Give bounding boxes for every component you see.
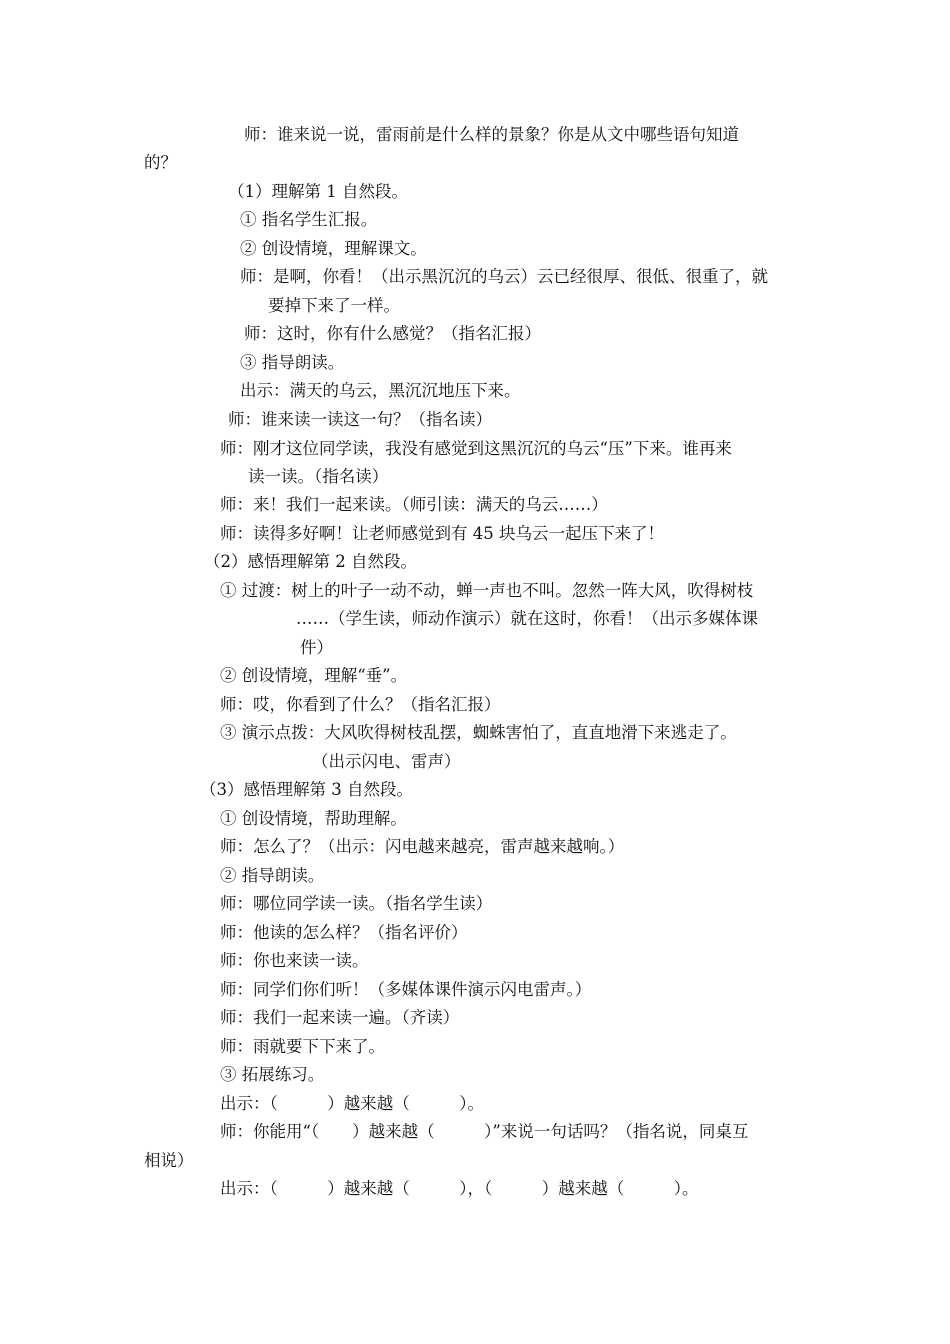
text-line: 师：雨就要下下来了。 bbox=[220, 1037, 385, 1056]
text-line: （1）理解第 1 自然段。 bbox=[228, 182, 408, 201]
text-line: ③ 演示点拨：大风吹得树枝乱摆，蜘蛛害怕了，直直地滑下来逃走了。 bbox=[220, 723, 737, 742]
text-line: 师：谁来说一说，雷雨前是什么样的景象？你是从文中哪些语句知道 bbox=[244, 125, 739, 144]
text-line: ② 创设情境，理解课文。 bbox=[240, 239, 427, 258]
text-line: ② 指导朗读。 bbox=[220, 866, 325, 885]
text-line: （2）感悟理解第 2 自然段。 bbox=[204, 552, 417, 571]
text-line: 出示：满天的乌云，黑沉沉地压下来。 bbox=[240, 381, 521, 400]
text-line: ① 创设情境，帮助理解。 bbox=[220, 809, 407, 828]
text-line: 相说） bbox=[144, 1151, 194, 1170]
text-line: ① 过渡：树上的叶子一动不动，蝉一声也不叫。忽然一阵大风，吹得树枝 bbox=[220, 581, 754, 600]
text-line: 师：我们一起来读一遍。（齐读） bbox=[220, 1008, 460, 1027]
text-line: 的？ bbox=[144, 153, 177, 172]
text-line: 师：怎么了？（出示：闪电越来越亮，雷声越来越响。） bbox=[220, 837, 625, 856]
text-line: 师：你能用“（ ）越来越（ ）”来说一句话吗？（指名说，同桌互 bbox=[220, 1122, 749, 1141]
text-line: ③ 拓展练习。 bbox=[220, 1065, 325, 1084]
text-line: 师：哎，你看到了什么？（指名汇报） bbox=[220, 695, 501, 714]
text-line: 件） bbox=[300, 638, 333, 657]
text-line: ……（学生读，师动作演示）就在这时，你看！（出示多媒体课 bbox=[296, 609, 758, 628]
text-line: ② 创设情境，理解“垂”。 bbox=[220, 666, 408, 685]
text-line: 出示：（ ）越来越（ ），（ ）越来越（ ）。 bbox=[220, 1179, 699, 1198]
text-line: ① 指名学生汇报。 bbox=[240, 210, 378, 229]
text-line: 出示：（ ）越来越（ ）。 bbox=[220, 1094, 484, 1113]
text-line: （出示闪电、雷声） bbox=[312, 752, 461, 771]
text-line: 师：你也来读一读。 bbox=[220, 951, 369, 970]
text-line: 要掉下来了一样。 bbox=[268, 296, 400, 315]
text-line: 师：刚才这位同学读，我没有感觉到这黑沉沉的乌云“压”下来。谁再来 bbox=[220, 439, 732, 458]
text-line: 师：读得多好啊！让老师感觉到有 45 块乌云一起压下来了！ bbox=[220, 524, 664, 543]
text-line: 师：这时，你有什么感觉？（指名汇报） bbox=[244, 324, 541, 343]
text-line: 师：是啊，你看！（出示黑沉沉的乌云）云已经很厚、很低、很重了，就 bbox=[240, 267, 768, 286]
text-line: （3）感悟理解第 3 自然段。 bbox=[200, 780, 413, 799]
text-line: 读一读。（指名读） bbox=[248, 467, 389, 486]
text-line: 师：同学们你们听！（多媒体课件演示闪电雷声。） bbox=[220, 980, 592, 999]
text-line: 师：他读的怎么样？（指名评价） bbox=[220, 923, 468, 942]
text-line: 师：哪位同学读一读。（指名学生读） bbox=[220, 894, 493, 913]
text-line: 师：来！我们一起来读。（师引读：满天的乌云……） bbox=[220, 495, 608, 514]
text-line: ③ 指导朗读。 bbox=[240, 353, 345, 372]
text-line: 师：谁来读一读这一句？（指名读） bbox=[228, 410, 492, 429]
